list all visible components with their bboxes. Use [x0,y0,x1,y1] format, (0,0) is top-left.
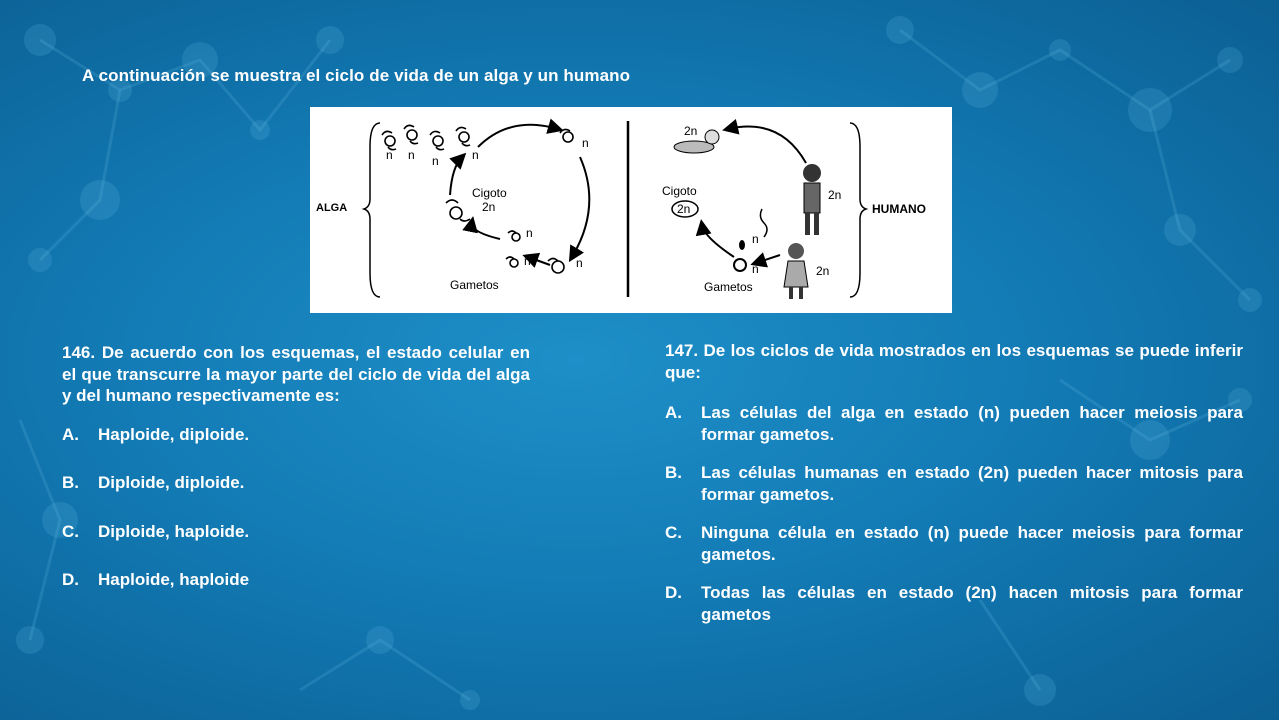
alga-bracket [364,123,380,297]
humano-cigoto-2n: 2n [677,202,691,216]
humano-n-2: n [752,262,759,276]
option-letter: A. [665,403,682,422]
option-147-c[interactable] [665,522,1243,565]
alga-arrow-top [478,125,558,147]
alga-arrow-gamete [528,257,550,265]
option-text: Todas las células en estado (2n) hacen mitosis para formar gametos [701,583,1243,624]
alga-label: ALGA [316,202,348,214]
humano-gametos-label: Gametos [704,280,753,294]
human-figures [672,130,821,299]
humano-bracket [850,123,866,297]
alga-n-8: n [576,256,583,270]
alga-2n-label: 2n [482,200,496,214]
option-text: Haploide, haploide [98,570,250,589]
option-text: Las células humanas en estado (2n) pueden hacer mitosis para formar gametos. [701,463,1243,504]
option-text: Las células del alga en estado (n) pueden hacer meiosis para formar gametos. [701,403,1243,444]
question-147 [665,340,1243,642]
humano-arrow-bottom [756,255,780,263]
option-text: Haploide, diploide. [98,424,250,444]
alga-n-6: n [526,226,533,240]
humano-label: HUMANO [872,202,926,216]
option-letter: A. [62,424,79,444]
humano-n-1: n [752,232,759,246]
option-letter: D. [62,570,79,589]
alga-n-3: n [432,154,439,168]
alga-n-4: n [472,148,479,162]
option-letter: C. [665,523,682,542]
question-146-stem: 146. De acuerdo con los esquemas, el estado celular en el que transcurre la mayor parte del ciclo de vida del alga y del humano respectivamente es: [62,343,530,405]
option-147-d[interactable] [665,582,1243,625]
option-147-a[interactable] [665,402,1243,445]
option-text: Ninguna célula en estado (n) puede hacer meiosis para formar gametos. [701,523,1243,564]
option-text: Diploide, haploide. [98,521,250,541]
option-146-d[interactable] [62,569,530,591]
option-letter: D. [665,583,682,602]
alga-arrow-left [450,157,462,195]
alga-gametos-label: Gametos [450,278,499,292]
option-146-c[interactable] [62,521,530,543]
option-letter: B. [62,473,79,492]
option-letter: C. [62,521,79,541]
alga-n-7: n [524,254,531,268]
option-letter: B. [665,463,682,482]
option-146-a[interactable] [62,424,530,446]
humano-arrow-left [702,225,734,257]
alga-n-2: n [408,148,415,162]
humano-2n-girl: 2n [816,264,830,278]
alga-n-1: n [386,148,393,162]
humano-cigoto-label: Cigoto [662,184,697,198]
question-147-options [665,402,1243,625]
question-147-stem: 147. De los ciclos de vida mostrados en los esquemas se puede inferir que: [665,341,1243,382]
option-text: Diploide, diploide. [98,473,245,492]
life-cycle-diagram [310,107,952,313]
option-146-b[interactable] [62,472,530,494]
humano-2n-baby: 2n [684,124,698,138]
humano-2n-boy: 2n [828,188,842,202]
alga-cigoto-label: Cigoto [472,186,507,200]
alga-arrow-right [572,157,589,257]
humano-arrow-top [728,127,806,163]
alga-n-5: n [582,136,589,150]
alga-arrow-bottom [472,222,500,239]
life-cycle-figure [310,107,952,313]
question-146-options [62,424,530,591]
question-146 [62,342,530,618]
page-title: A continuación se muestra el ciclo de vida de un alga y un humano [82,66,631,85]
option-147-b[interactable] [665,462,1243,505]
